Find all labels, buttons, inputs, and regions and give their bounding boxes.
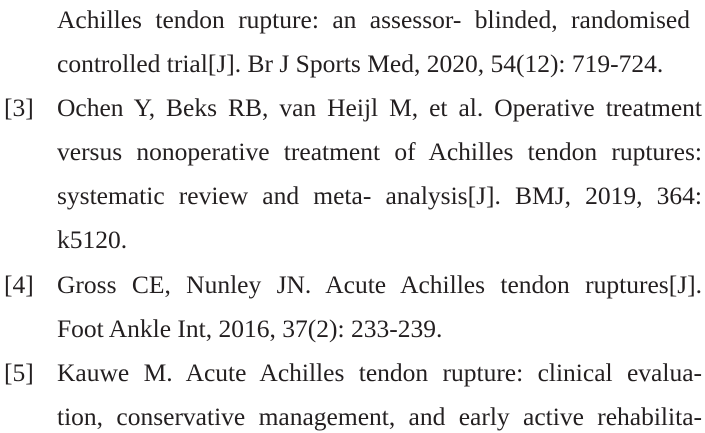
reference-line: Achilles tendon rupture: an assessor- blinded, randomised	[57, 5, 690, 34]
reference-line: Kauwe M. Acute Achilles tendon rupture: clinical evalua-	[57, 358, 702, 387]
reference-line: controlled trial[J]. Br J Sports Med, 2020, 54(12): 719-724.	[57, 49, 664, 78]
reference-line: Gross CE, Nunley JN. Acute Achilles tendon ruptures[J].	[57, 270, 702, 299]
reference-number: [4]	[4, 270, 34, 299]
reference-line: systematic review and meta- analysis[J]. BMJ, 2019, 364:	[57, 181, 702, 210]
reference-line: Foot Ankle Int, 2016, 37(2): 233-239.	[57, 314, 443, 343]
reference-number: [3]	[4, 93, 34, 122]
reference-line: Ochen Y, Beks RB, van Heijl M, et al. Operative treatment	[57, 93, 702, 122]
reference-line: k5120.	[57, 225, 128, 254]
reference-line: versus nonoperative treatment of Achilles tendon ruptures:	[57, 137, 702, 166]
reference-number: [5]	[4, 358, 34, 387]
reference-line: tion, conservative management, and early active rehabilita-	[57, 402, 702, 431]
